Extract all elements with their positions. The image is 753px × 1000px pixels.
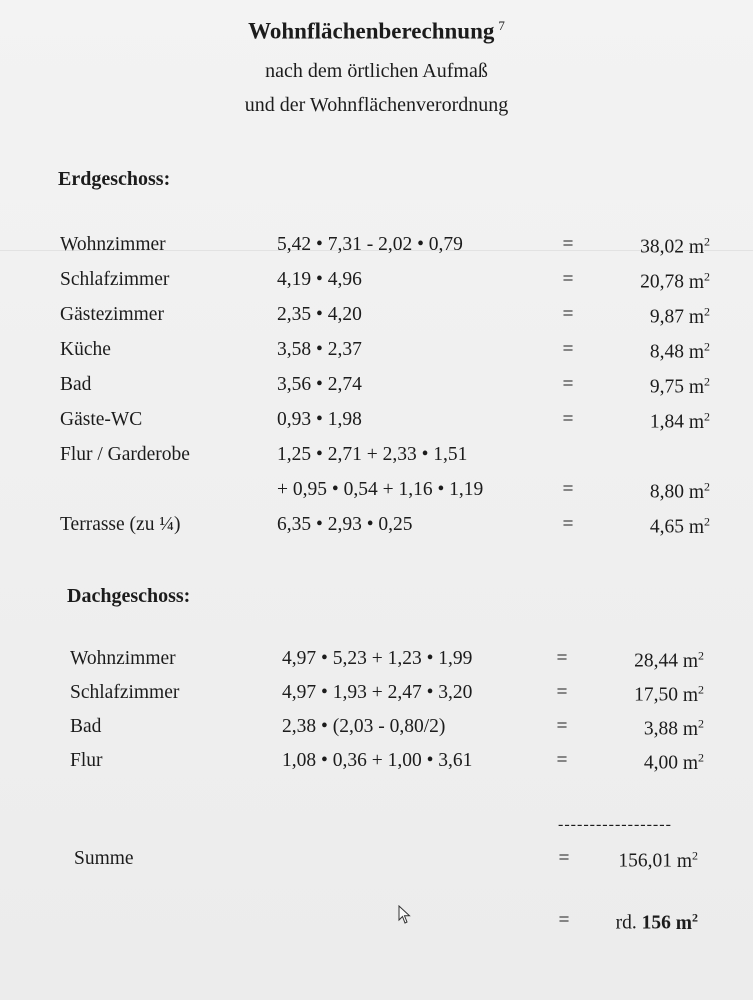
sum-label: Summe — [74, 848, 134, 869]
room-label: Bad — [70, 716, 102, 737]
room-label: Flur / Garderobe — [60, 444, 190, 465]
footnote-marker: 7 — [498, 18, 505, 33]
room-label: Gästezimmer — [60, 304, 164, 325]
equals-sign: = — [562, 514, 574, 535]
area-value: 4,65 $m^2$ — [649, 514, 710, 538]
area-row — [60, 269, 720, 299]
area-row — [60, 234, 720, 264]
mouse-cursor-icon — [398, 905, 412, 925]
room-label: Terrasse (zu ¼) — [60, 514, 181, 535]
area-formula: 6,35 • 2,93 • 0,25 — [277, 514, 413, 535]
area-row — [60, 339, 720, 369]
area-row — [60, 444, 720, 474]
equals-sign: = — [562, 269, 574, 290]
room-label: Wohnzimmer — [70, 648, 176, 669]
equals-sign: = — [562, 304, 574, 325]
sum-row — [74, 848, 714, 878]
equals-sign: = — [556, 682, 568, 703]
room-label: Schlafzimmer — [70, 682, 180, 703]
area-row — [60, 374, 720, 404]
room-label: Wohnzimmer — [60, 234, 166, 255]
room-label: Schlafzimmer — [60, 269, 170, 290]
rounded-value: rd. 156 $m^2$ — [615, 910, 698, 934]
equals-sign: = — [562, 409, 574, 430]
area-value: 28,44 $m^2$ — [634, 648, 704, 672]
rounded-equals: = — [558, 910, 570, 931]
equals-sign: = — [562, 479, 574, 500]
area-formula: 4,97 • 5,23 + 1,23 • 1,99 — [282, 648, 473, 669]
sum-equals: = — [558, 848, 570, 869]
sum-separator: ------------------ — [558, 816, 672, 833]
section-heading-dachgeschoss: Dachgeschoss: — [67, 585, 191, 607]
area-row — [70, 716, 730, 746]
area-row — [60, 409, 720, 439]
area-formula: 4,97 • 1,93 + 2,47 • 3,20 — [282, 682, 473, 703]
area-formula: 4,19 • 4,96 — [277, 269, 362, 290]
equals-sign: = — [562, 374, 574, 395]
area-row — [70, 682, 730, 712]
area-value: 3,88 $m^2$ — [643, 716, 704, 740]
subtitle-line-1: nach dem örtlichen Aufmaß — [265, 60, 488, 82]
equals-sign: = — [556, 716, 568, 737]
area-formula: 3,58 • 2,37 — [277, 339, 362, 360]
area-value: 38,02 $m^2$ — [640, 234, 710, 258]
room-label: Flur — [70, 750, 103, 771]
equals-sign: = — [562, 339, 574, 360]
equals-sign: = — [556, 648, 568, 669]
area-row — [60, 479, 720, 509]
area-row — [60, 304, 720, 334]
area-formula: 5,42 • 7,31 - 2,02 • 0,79 — [277, 234, 463, 255]
area-formula: 0,93 • 1,98 — [277, 409, 362, 430]
equals-sign: = — [556, 750, 568, 771]
area-value: 17,50 $m^2$ — [634, 682, 704, 706]
area-formula: 1,25 • 2,71 + 2,33 • 1,51 — [277, 444, 468, 465]
area-row — [70, 648, 730, 678]
room-label: Gäste-WC — [60, 409, 143, 430]
area-value: 8,48 $m^2$ — [649, 339, 710, 363]
area-formula: 1,08 • 0,36 + 1,00 • 3,61 — [282, 750, 473, 771]
area-value: 9,87 $m^2$ — [649, 304, 710, 328]
subtitle-line-2: und der Wohnflächenverordnung — [244, 94, 509, 116]
area-row — [70, 750, 730, 780]
area-value: 20,78 $m^2$ — [640, 269, 710, 293]
area-row — [60, 514, 720, 544]
area-value: 9,75 $m^2$ — [649, 374, 710, 398]
sum-value: 156,01 $m^2$ — [618, 848, 698, 872]
area-value: 4,00 $m^2$ — [643, 750, 704, 774]
equals-sign: = — [562, 234, 574, 255]
room-label: Bad — [60, 374, 92, 395]
rounded-row — [74, 910, 714, 940]
area-formula: 2,38 • (2,03 - 0,80/2) — [282, 716, 446, 737]
area-value: 1,84 $m^2$ — [649, 409, 710, 433]
room-label: Küche — [60, 339, 111, 360]
area-formula: 2,35 • 4,20 — [277, 304, 362, 325]
area-value: 8,80 $m^2$ — [649, 479, 710, 503]
section-heading-erdgeschoss: Erdgeschoss: — [58, 168, 171, 190]
area-formula: 3,56 • 2,74 — [277, 374, 362, 395]
area-formula: + 0,95 • 0,54 + 1,16 • 1,19 — [277, 479, 484, 500]
document-title: Wohnflächenberechnung $^7$ — [248, 18, 505, 44]
